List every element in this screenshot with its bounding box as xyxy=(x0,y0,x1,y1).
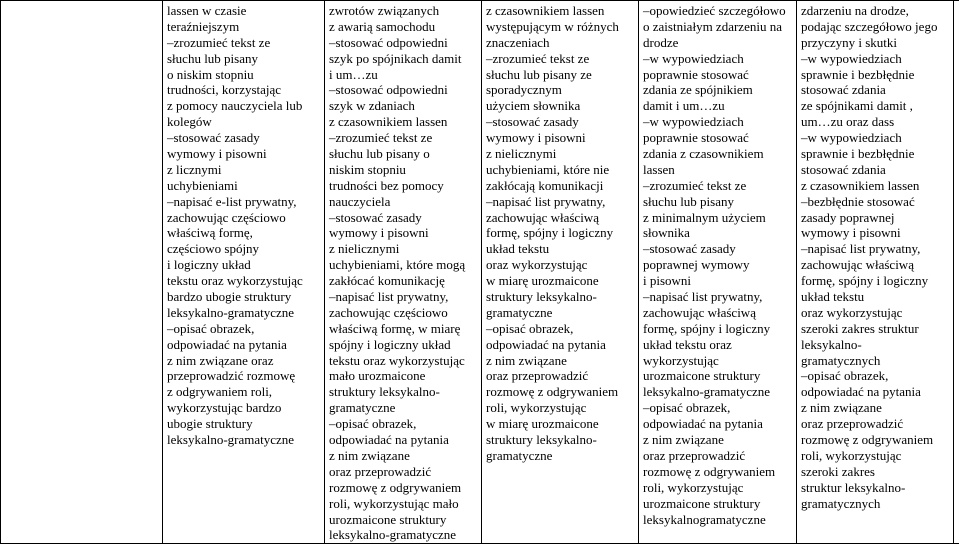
text-line: uchybieniami xyxy=(167,178,320,194)
text-line: układ tekstu xyxy=(801,289,949,305)
text-line: wymowy i pisowni xyxy=(801,225,949,241)
text-line: odpowiadać na pytania xyxy=(167,337,320,353)
text-line: stosować zdania xyxy=(801,82,949,98)
text-line: znaczeniach xyxy=(486,35,634,51)
text-line: sprawnie i bezbłędnie xyxy=(801,146,949,162)
text-line: zachowując właściwą xyxy=(801,257,949,273)
text-line: rozmowę z odgrywaniem xyxy=(643,464,792,480)
text-line: rozmowę z odgrywaniem xyxy=(486,384,634,400)
text-line: –stosować zasady xyxy=(329,210,477,226)
text-line: podając szczegółowo jego xyxy=(801,19,949,35)
text-line: –stosować odpowiedni xyxy=(329,35,477,51)
text-line: słownika xyxy=(643,225,792,241)
text-line: trudności bez pomocy xyxy=(329,178,477,194)
text-line: z nielicznymi xyxy=(486,146,634,162)
column-cell-3 xyxy=(482,1,639,544)
text-line: i um…zu xyxy=(329,67,477,83)
text-line: odpowiadać na pytania xyxy=(643,416,792,432)
text-line: tekstu oraz wykorzystując xyxy=(167,273,320,289)
text-line: oraz wykorzystując xyxy=(486,257,634,273)
left-blank-cell xyxy=(1,1,163,544)
text-line: –w wypowiedziach xyxy=(801,130,949,146)
text-line: –opisać obrazek, xyxy=(167,321,320,337)
text-line: leksykalno-gramatyczne xyxy=(643,384,792,400)
text-line: um…zu oraz dass xyxy=(801,114,949,130)
text-line: –napisać list prywatny, xyxy=(329,289,477,305)
text-line: gramatycznych xyxy=(801,496,949,512)
text-line: –opowiedzieć szczegółowo xyxy=(643,3,792,19)
text-line: –opisać obrazek, xyxy=(643,400,792,416)
text-line: leksykalno-gramatyczne xyxy=(329,527,477,543)
text-line: słuchu lub pisany ze xyxy=(486,67,634,83)
text-line: –w wypowiedziach xyxy=(801,51,949,67)
text-line: poprawnie stosować xyxy=(643,67,792,83)
text-line: –zrozumieć tekst ze xyxy=(167,35,320,51)
text-line: spójny i logiczny układ xyxy=(329,337,477,353)
text-line: sporadycznym xyxy=(486,82,634,98)
text-line: oraz przeprowadzić xyxy=(329,464,477,480)
text-line: zachowując częściowo xyxy=(167,210,320,226)
text-line: roli, wykorzystując xyxy=(643,480,792,496)
text-line: zdarzeniu na drodze, xyxy=(801,3,949,19)
text-line: –opisać obrazek, xyxy=(486,321,634,337)
text-line: –stosować odpowiedni xyxy=(329,82,477,98)
text-line: –w wypowiedziach xyxy=(643,51,792,67)
text-line: –napisać list prywatny, xyxy=(486,194,634,210)
text-line: –zrozumieć tekst ze xyxy=(643,178,792,194)
text-line: zakłócają komunikacji xyxy=(486,178,634,194)
text-line: struktury leksykalno- xyxy=(329,384,477,400)
text-line: wykorzystując xyxy=(643,353,792,369)
text-line: z nim związane oraz xyxy=(167,353,320,369)
text-line: stosować zdania xyxy=(801,162,949,178)
text-line: poprawnej wymowy xyxy=(643,257,792,273)
text-line: w miarę urozmaicone xyxy=(486,273,634,289)
text-line: szeroki zakres struktur xyxy=(801,321,949,337)
text-line: rozmowę z odgrywaniem xyxy=(801,432,949,448)
text-line: leksykalnogramatyczne xyxy=(643,512,792,528)
text-line: –zrozumieć tekst ze xyxy=(329,130,477,146)
text-line: użyciem słownika xyxy=(486,98,634,114)
text-line: zdania ze spójnikiem xyxy=(643,82,792,98)
text-line: przeprowadzić rozmowę xyxy=(167,368,320,384)
text-line: formę, spójny i logiczny xyxy=(643,321,792,337)
text-line: oraz przeprowadzić xyxy=(486,368,634,384)
text-line: roli, wykorzystując xyxy=(801,448,949,464)
text-line: o niskim stopniu xyxy=(167,67,320,83)
text-line: zwrotów związanych xyxy=(329,3,477,19)
text-line: z czasownikiem lassen xyxy=(329,114,477,130)
text-line: drodze xyxy=(643,35,792,51)
text-line: i pisowni xyxy=(643,273,792,289)
text-line: zasady poprawnej xyxy=(801,210,949,226)
text-line: zachowując właściwą xyxy=(643,305,792,321)
text-line: roli, wykorzystując mało xyxy=(329,496,477,512)
text-line: mało urozmaicone xyxy=(329,368,477,384)
text-line: struktur leksykalno- xyxy=(801,480,949,496)
text-line: –napisać list prywatny, xyxy=(801,241,949,257)
text-line: wymowy i pisowni xyxy=(167,146,320,162)
text-line: z nielicznymi xyxy=(329,241,477,257)
text-line: w miarę urozmaicone xyxy=(486,416,634,432)
table-row xyxy=(1,1,959,544)
column-cell-5 xyxy=(797,1,954,544)
text-line: sprawnie i bezbłędnie xyxy=(801,67,949,83)
text-line: –w wypowiedziach xyxy=(643,114,792,130)
text-line: struktury leksykalno- xyxy=(486,432,634,448)
text-line: trudności, korzystając xyxy=(167,82,320,98)
text-line: układ tekstu xyxy=(486,241,634,257)
column-cell-4 xyxy=(639,1,797,544)
text-line: szyk w zdaniach xyxy=(329,98,477,114)
text-line: zachowując właściwą xyxy=(486,210,634,226)
text-line: wymowy i pisowni xyxy=(486,130,634,146)
text-line: i logiczny układ xyxy=(167,257,320,273)
text-line: urozmaicone struktury xyxy=(329,512,477,528)
text-line: szeroki zakres xyxy=(801,464,949,480)
text-line: damit i um…zu xyxy=(643,98,792,114)
text-line: układ tekstu oraz xyxy=(643,337,792,353)
text-line: z awarią samochodu xyxy=(329,19,477,35)
text-line: oraz przeprowadzić xyxy=(801,416,949,432)
text-line: ze spójnikami damit , xyxy=(801,98,949,114)
text-line: szyk po spójnikach damit xyxy=(329,51,477,67)
text-line: odpowiadać na pytania xyxy=(329,432,477,448)
text-line: z czasownikiem lassen xyxy=(801,178,949,194)
text-line: teraźniejszym xyxy=(167,19,320,35)
text-line: leksykalno-gramatyczne xyxy=(167,432,320,448)
text-line: lassen w czasie xyxy=(167,3,320,19)
text-line: gramatyczne xyxy=(329,400,477,416)
text-line: słuchu lub pisany xyxy=(167,51,320,67)
text-line: bardzo ubogie struktury xyxy=(167,289,320,305)
text-line: z czasownikiem lassen xyxy=(486,3,634,19)
text-line: struktury leksykalno- xyxy=(486,289,634,305)
text-line: oraz przeprowadzić xyxy=(643,448,792,464)
text-line: –stosować zasady xyxy=(486,114,634,130)
text-line: poprawnie stosować xyxy=(643,130,792,146)
text-line: słuchu lub pisany o xyxy=(329,146,477,162)
text-line: tekstu oraz wykorzystując xyxy=(329,353,477,369)
text-line: kolegów xyxy=(167,114,320,130)
text-line: z nim związane xyxy=(329,448,477,464)
text-line: urozmaicone struktury xyxy=(643,496,792,512)
right-blank-cell xyxy=(954,1,959,544)
text-line: urozmaicone struktury xyxy=(643,368,792,384)
text-line: z nim związane xyxy=(486,353,634,369)
text-line: z licznymi xyxy=(167,162,320,178)
text-line: odpowiadać na pytania xyxy=(801,384,949,400)
text-line: przyczyny i skutki xyxy=(801,35,949,51)
text-line: lassen xyxy=(643,162,792,178)
text-line: odpowiadać na pytania xyxy=(486,337,634,353)
text-line: rozmowę z odgrywaniem xyxy=(329,480,477,496)
text-line: częściowo spójny xyxy=(167,241,320,257)
text-line: z nim związane xyxy=(801,400,949,416)
text-line: roli, wykorzystując xyxy=(486,400,634,416)
text-line: uchybieniami, które mogą xyxy=(329,257,477,273)
text-line: z odgrywaniem roli, xyxy=(167,384,320,400)
text-line: formę, spójny i logiczny xyxy=(801,273,949,289)
column-cell-2 xyxy=(325,1,482,544)
text-line: –napisać e-list prywatny, xyxy=(167,194,320,210)
text-line: oraz wykorzystując xyxy=(801,305,949,321)
text-line: –zrozumieć tekst ze xyxy=(486,51,634,67)
text-line: uchybieniami, które nie xyxy=(486,162,634,178)
text-line: nauczyciela xyxy=(329,194,477,210)
text-line: –opisać obrazek, xyxy=(801,368,949,384)
text-line: właściwą formę, w miarę xyxy=(329,321,477,337)
text-line: wymowy i pisowni xyxy=(329,225,477,241)
text-line: z minimalnym użyciem xyxy=(643,210,792,226)
text-line: z nim związane xyxy=(643,432,792,448)
text-line: formę, spójny i logiczny xyxy=(486,225,634,241)
text-line: wykorzystując bardzo xyxy=(167,400,320,416)
text-line: ubogie struktury xyxy=(167,416,320,432)
text-line: zakłócać komunikację xyxy=(329,273,477,289)
text-line: leksykalno-gramatyczne xyxy=(167,305,320,321)
text-line: –stosować zasady xyxy=(643,241,792,257)
text-line: gramatyczne xyxy=(486,448,634,464)
column-cell-1 xyxy=(163,1,325,544)
text-line: zachowując częściowo xyxy=(329,305,477,321)
text-line: niskim stopniu xyxy=(329,162,477,178)
text-line: zdania z czasownikiem xyxy=(643,146,792,162)
text-line: właściwą formę, xyxy=(167,225,320,241)
text-line: gramatyczne xyxy=(486,305,634,321)
text-line: –bezbłędnie stosować xyxy=(801,194,949,210)
text-line: –stosować zasady xyxy=(167,130,320,146)
text-line: –opisać obrazek, xyxy=(329,416,477,432)
text-line: słuchu lub pisany xyxy=(643,194,792,210)
text-line: o zaistniałym zdarzeniu na xyxy=(643,19,792,35)
text-line: z pomocy nauczyciela lub xyxy=(167,98,320,114)
text-line: występującym w różnych xyxy=(486,19,634,35)
text-line: leksykalno- xyxy=(801,337,949,353)
text-line: gramatycznych xyxy=(801,353,949,369)
text-line: –napisać list prywatny, xyxy=(643,289,792,305)
